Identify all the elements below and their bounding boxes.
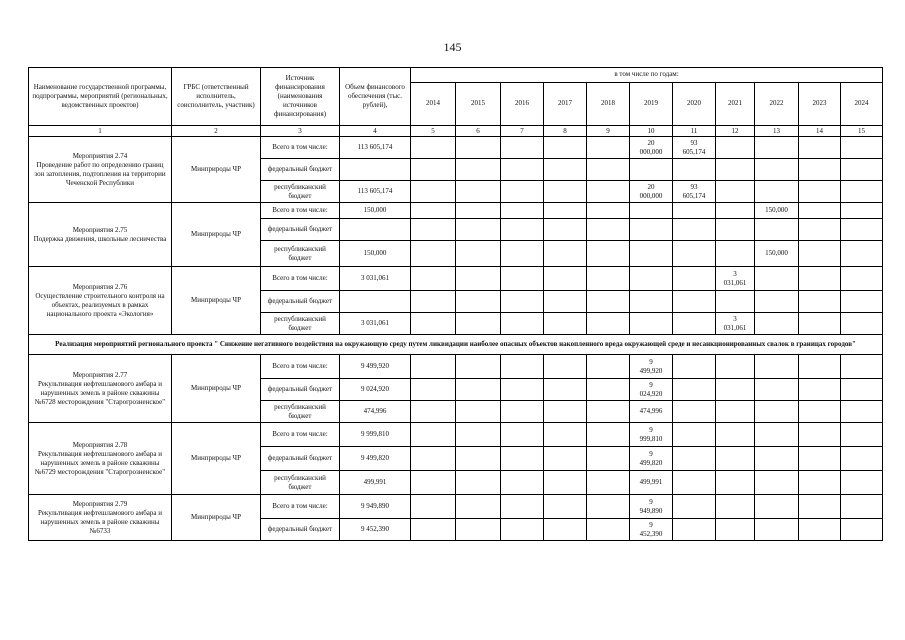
year-amount: 9 024,920 xyxy=(630,379,673,401)
year-amount: 9 499,820 xyxy=(630,447,673,471)
column-number: 6 xyxy=(456,126,501,137)
table-row xyxy=(29,267,883,291)
funding-source: республиканский бюджет xyxy=(261,241,340,267)
year-amount xyxy=(501,447,544,471)
year-amount xyxy=(799,291,841,313)
year-amount xyxy=(587,519,630,541)
header-source: Источник финансирования (наименования источников финансирования) xyxy=(261,68,340,126)
year-amount: 9 452,390 xyxy=(630,519,673,541)
financing-table xyxy=(28,67,883,541)
year-amount xyxy=(501,181,544,203)
year-amount xyxy=(755,181,799,203)
total-amount: 474,996 xyxy=(340,401,411,423)
year-amount xyxy=(841,519,883,541)
year-amount xyxy=(501,379,544,401)
year-amount xyxy=(799,355,841,379)
year-amount xyxy=(501,137,544,159)
year-amount xyxy=(501,519,544,541)
year-amount xyxy=(841,313,883,335)
year-amount xyxy=(544,241,587,267)
header-year: 2024 xyxy=(841,82,883,126)
year-amount xyxy=(501,355,544,379)
header-year: 2020 xyxy=(673,82,716,126)
year-amount xyxy=(544,495,587,519)
funding-source: федеральный бюджет xyxy=(261,447,340,471)
year-amount xyxy=(755,159,799,181)
year-amount xyxy=(411,495,456,519)
year-amount xyxy=(841,471,883,495)
table-row xyxy=(29,423,883,447)
year-amount xyxy=(799,379,841,401)
funding-source: Всего в том числе: xyxy=(261,423,340,447)
year-amount xyxy=(544,137,587,159)
year-amount xyxy=(544,267,587,291)
year-amount xyxy=(411,401,456,423)
year-amount xyxy=(411,137,456,159)
column-number: 3 xyxy=(261,126,340,137)
grbs-cell: Минприроды ЧР xyxy=(172,203,261,267)
grbs-cell: Минприроды ЧР xyxy=(172,137,261,203)
year-amount xyxy=(456,471,501,495)
year-amount xyxy=(587,241,630,267)
year-amount xyxy=(673,401,716,423)
measure-name: Мероприятия 2.79 Рекультивация нефтешламового амбара и нарушенных земель в районе скважины №6733 xyxy=(29,495,172,541)
year-amount xyxy=(587,159,630,181)
year-amount xyxy=(411,267,456,291)
year-amount: 499,991 xyxy=(630,471,673,495)
year-amount xyxy=(456,423,501,447)
year-amount xyxy=(544,203,587,219)
year-amount xyxy=(716,379,755,401)
column-number: 15 xyxy=(841,126,883,137)
year-amount xyxy=(673,291,716,313)
year-amount: 9 949,890 xyxy=(630,495,673,519)
year-amount xyxy=(501,159,544,181)
total-amount: 499,991 xyxy=(340,471,411,495)
year-amount xyxy=(544,447,587,471)
year-amount xyxy=(673,313,716,335)
year-amount xyxy=(587,355,630,379)
year-amount xyxy=(673,423,716,447)
year-amount xyxy=(755,423,799,447)
header-year: 2021 xyxy=(716,82,755,126)
year-amount xyxy=(630,241,673,267)
year-amount xyxy=(501,219,544,241)
column-number: 5 xyxy=(411,126,456,137)
year-amount xyxy=(501,241,544,267)
grbs-cell: Минприроды ЧР xyxy=(172,423,261,495)
year-amount xyxy=(456,267,501,291)
year-amount xyxy=(799,267,841,291)
total-amount: 9 949,890 xyxy=(340,495,411,519)
total-amount xyxy=(340,159,411,181)
year-amount xyxy=(755,447,799,471)
column-number: 8 xyxy=(544,126,587,137)
year-amount xyxy=(755,379,799,401)
year-amount xyxy=(841,159,883,181)
grbs-cell: Минприроды ЧР xyxy=(172,495,261,541)
year-amount xyxy=(673,241,716,267)
year-amount xyxy=(799,159,841,181)
funding-source: федеральный бюджет xyxy=(261,379,340,401)
column-number: 7 xyxy=(501,126,544,137)
year-amount xyxy=(544,219,587,241)
year-amount xyxy=(716,241,755,267)
table-row xyxy=(29,355,883,379)
funding-source: федеральный бюджет xyxy=(261,519,340,541)
measure-name: Мероприятия 2.77 Рекультивация нефтешламового амбара и нарушенных земель в районе скважины №6728 месторождения "Старогрозненское" xyxy=(29,355,172,423)
year-amount xyxy=(587,423,630,447)
year-amount xyxy=(587,471,630,495)
year-amount xyxy=(501,471,544,495)
grbs-cell: Минприроды ЧР xyxy=(172,355,261,423)
year-amount xyxy=(716,291,755,313)
year-amount xyxy=(841,137,883,159)
measure-name: Мероприятия 2.78 Рекультивация нефтешламового амбара и нарушенных земель в районе скважины №6729 месторождения "Старогрозненское" xyxy=(29,423,172,495)
total-amount: 113 605,174 xyxy=(340,137,411,159)
year-amount xyxy=(501,203,544,219)
year-amount xyxy=(630,313,673,335)
year-amount xyxy=(456,181,501,203)
header-year: 2017 xyxy=(544,82,587,126)
funding-source: республиканский бюджет xyxy=(261,401,340,423)
year-amount xyxy=(799,519,841,541)
year-amount xyxy=(841,181,883,203)
year-amount xyxy=(755,313,799,335)
year-amount xyxy=(501,267,544,291)
year-amount xyxy=(716,447,755,471)
year-amount: 93 605,174 xyxy=(673,181,716,203)
year-amount xyxy=(587,313,630,335)
year-amount xyxy=(544,471,587,495)
year-amount xyxy=(411,519,456,541)
header-year: 2014 xyxy=(411,82,456,126)
year-amount xyxy=(755,355,799,379)
header-year: 2023 xyxy=(799,82,841,126)
funding-source: Всего в том числе: xyxy=(261,355,340,379)
funding-source: Всего в том числе: xyxy=(261,203,340,219)
year-amount xyxy=(841,379,883,401)
year-amount xyxy=(630,159,673,181)
year-amount xyxy=(673,159,716,181)
year-amount xyxy=(841,495,883,519)
year-amount xyxy=(456,291,501,313)
year-amount xyxy=(411,423,456,447)
year-amount: 9 999,810 xyxy=(630,423,673,447)
year-amount xyxy=(456,219,501,241)
year-amount xyxy=(841,203,883,219)
column-number: 4 xyxy=(340,126,411,137)
total-amount: 150,000 xyxy=(340,203,411,219)
year-amount xyxy=(456,355,501,379)
year-amount xyxy=(841,355,883,379)
year-amount xyxy=(411,355,456,379)
year-amount xyxy=(799,203,841,219)
year-amount xyxy=(673,379,716,401)
header-program: Наименование государственной программы, подпрограммы, мероприятий (региональных, ведомственных проектов) xyxy=(29,68,172,126)
funding-source: федеральный бюджет xyxy=(261,291,340,313)
funding-source: федеральный бюджет xyxy=(261,159,340,181)
column-number: 14 xyxy=(799,126,841,137)
year-amount: 150,000 xyxy=(755,203,799,219)
year-amount xyxy=(544,355,587,379)
year-amount xyxy=(411,181,456,203)
year-amount xyxy=(587,203,630,219)
column-number: 12 xyxy=(716,126,755,137)
year-amount xyxy=(544,159,587,181)
year-amount xyxy=(755,495,799,519)
year-amount xyxy=(755,267,799,291)
table-row xyxy=(29,495,883,519)
year-amount xyxy=(456,379,501,401)
year-amount xyxy=(501,291,544,313)
year-amount xyxy=(799,401,841,423)
year-amount xyxy=(673,267,716,291)
year-amount xyxy=(799,181,841,203)
year-amount xyxy=(544,519,587,541)
year-amount xyxy=(411,219,456,241)
year-amount xyxy=(799,219,841,241)
year-amount xyxy=(755,401,799,423)
year-amount xyxy=(456,137,501,159)
column-number: 10 xyxy=(630,126,673,137)
section-row xyxy=(29,335,883,355)
year-amount xyxy=(411,379,456,401)
year-amount: 3 031,061 xyxy=(716,313,755,335)
year-amount xyxy=(456,401,501,423)
year-amount xyxy=(841,219,883,241)
year-amount xyxy=(501,423,544,447)
total-amount: 9 499,920 xyxy=(340,355,411,379)
year-amount xyxy=(799,313,841,335)
header-years-group: в том числе по годам: xyxy=(411,68,883,83)
header-year: 2016 xyxy=(501,82,544,126)
year-amount xyxy=(411,241,456,267)
total-amount: 9 452,390 xyxy=(340,519,411,541)
year-amount xyxy=(544,401,587,423)
header-year: 2018 xyxy=(587,82,630,126)
year-amount xyxy=(755,471,799,495)
year-amount xyxy=(673,495,716,519)
year-amount xyxy=(841,447,883,471)
total-amount xyxy=(340,291,411,313)
year-amount xyxy=(755,519,799,541)
year-amount: 20 000,000 xyxy=(630,137,673,159)
year-amount xyxy=(673,355,716,379)
year-amount xyxy=(755,219,799,241)
header-year: 2019 xyxy=(630,82,673,126)
year-amount xyxy=(673,447,716,471)
year-amount xyxy=(501,401,544,423)
year-amount: 20 000,000 xyxy=(630,181,673,203)
year-amount xyxy=(799,241,841,267)
funding-source: республиканский бюджет xyxy=(261,181,340,203)
year-amount xyxy=(587,219,630,241)
year-amount xyxy=(587,267,630,291)
year-amount xyxy=(630,267,673,291)
header-grbs: ГРБС (ответственный исполнитель, соисполнитель, участник) xyxy=(172,68,261,126)
year-amount xyxy=(716,203,755,219)
year-amount xyxy=(799,423,841,447)
year-amount xyxy=(673,471,716,495)
year-amount xyxy=(716,423,755,447)
year-amount xyxy=(587,379,630,401)
year-amount xyxy=(630,291,673,313)
year-amount xyxy=(587,291,630,313)
year-amount xyxy=(544,423,587,447)
year-amount xyxy=(501,495,544,519)
year-amount: 474,996 xyxy=(630,401,673,423)
funding-source: республиканский бюджет xyxy=(261,313,340,335)
year-amount xyxy=(411,447,456,471)
year-amount xyxy=(456,203,501,219)
year-amount xyxy=(716,137,755,159)
year-amount xyxy=(716,519,755,541)
column-number: 11 xyxy=(673,126,716,137)
page-number: 145 xyxy=(443,40,462,54)
funding-source: республиканский бюджет xyxy=(261,471,340,495)
grbs-cell: Минприроды ЧР xyxy=(172,267,261,335)
year-amount xyxy=(799,447,841,471)
year-amount xyxy=(411,313,456,335)
funding-source: Всего в том числе: xyxy=(261,137,340,159)
year-amount xyxy=(755,137,799,159)
column-number: 9 xyxy=(587,126,630,137)
measure-name: Мероприятия 2.74 Проведение работ по определению границ зон затопления, подтопления на территории Чеченской Республики xyxy=(29,137,172,203)
year-amount xyxy=(630,203,673,219)
section-title: Реализация мероприятий регионального проекта " Снижение негативного воздействия на окружающую среду путем ликвидации наиболее опасных объектов накопленного вреда окружающей среде и несанкционированных свалок в границах городов" xyxy=(29,335,883,355)
year-amount xyxy=(799,137,841,159)
year-amount xyxy=(841,291,883,313)
column-number: 1 xyxy=(29,126,172,137)
table-row xyxy=(29,137,883,159)
year-amount xyxy=(587,401,630,423)
year-amount xyxy=(630,219,673,241)
header-year: 2022 xyxy=(755,82,799,126)
header-year: 2015 xyxy=(456,82,501,126)
funding-source: федеральный бюджет xyxy=(261,219,340,241)
year-amount xyxy=(411,159,456,181)
header-total: Объем финансового обеспечения (тыс. рублей), xyxy=(340,68,411,126)
funding-source: Всего в том числе: xyxy=(261,267,340,291)
year-amount: 3 031,061 xyxy=(716,267,755,291)
year-amount xyxy=(716,355,755,379)
year-amount xyxy=(673,203,716,219)
year-amount xyxy=(411,471,456,495)
year-amount xyxy=(841,423,883,447)
year-amount xyxy=(587,447,630,471)
year-amount xyxy=(841,241,883,267)
year-amount xyxy=(544,181,587,203)
year-amount xyxy=(544,313,587,335)
year-amount xyxy=(755,291,799,313)
year-amount xyxy=(501,313,544,335)
year-amount xyxy=(716,495,755,519)
year-amount xyxy=(456,313,501,335)
total-amount: 113 605,174 xyxy=(340,181,411,203)
table-row xyxy=(29,203,883,219)
year-amount: 9 499,920 xyxy=(630,355,673,379)
year-amount xyxy=(411,203,456,219)
year-amount xyxy=(673,519,716,541)
total-amount: 9 999,810 xyxy=(340,423,411,447)
year-amount xyxy=(716,401,755,423)
measure-name: Мероприятия 2.75 Подержка движения, школьные лесничества xyxy=(29,203,172,267)
year-amount xyxy=(841,401,883,423)
year-amount xyxy=(456,447,501,471)
year-amount xyxy=(456,495,501,519)
year-amount xyxy=(456,519,501,541)
column-number: 2 xyxy=(172,126,261,137)
year-amount xyxy=(716,181,755,203)
measure-name: Мероприятия 2.76 Осуществление строительного контроля на объектах, реализуемых в рамках национального проекта «Экология» xyxy=(29,267,172,335)
funding-source: Всего в том числе: xyxy=(261,495,340,519)
year-amount: 93 605,174 xyxy=(673,137,716,159)
year-amount: 150,000 xyxy=(755,241,799,267)
year-amount xyxy=(456,159,501,181)
total-amount: 9 024,920 xyxy=(340,379,411,401)
year-amount xyxy=(587,495,630,519)
year-amount xyxy=(716,471,755,495)
year-amount xyxy=(587,181,630,203)
total-amount: 3 031,061 xyxy=(340,267,411,291)
year-amount xyxy=(544,379,587,401)
year-amount xyxy=(841,267,883,291)
year-amount xyxy=(716,159,755,181)
year-amount xyxy=(716,219,755,241)
year-amount xyxy=(587,137,630,159)
year-amount xyxy=(411,291,456,313)
total-amount xyxy=(340,219,411,241)
total-amount: 3 031,061 xyxy=(340,313,411,335)
total-amount: 150,000 xyxy=(340,241,411,267)
year-amount xyxy=(799,471,841,495)
year-amount xyxy=(673,219,716,241)
year-amount xyxy=(544,291,587,313)
year-amount xyxy=(799,495,841,519)
year-amount xyxy=(456,241,501,267)
column-number: 13 xyxy=(755,126,799,137)
total-amount: 9 499,820 xyxy=(340,447,411,471)
